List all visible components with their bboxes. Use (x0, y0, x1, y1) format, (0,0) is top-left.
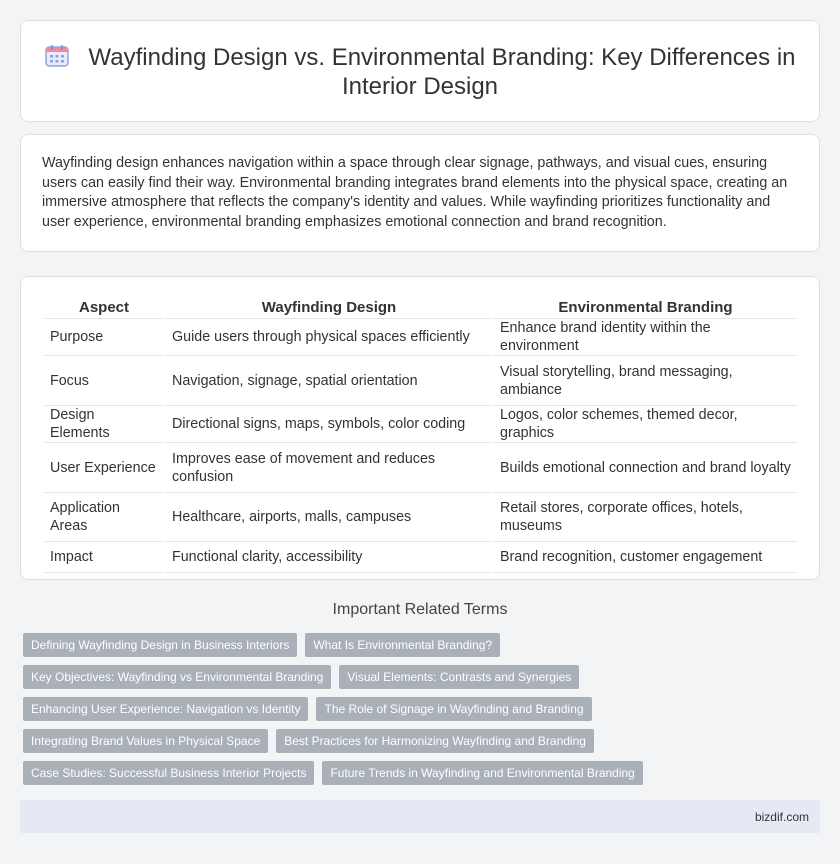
header-aspect: Aspect (44, 295, 164, 319)
row-branding: Logos, color schemes, themed decor, graphics (494, 406, 797, 443)
calendar-icon (44, 44, 70, 68)
related-term-tag[interactable]: What Is Environmental Branding? (305, 633, 500, 657)
row-aspect: Purpose (44, 319, 164, 356)
footer (20, 800, 820, 833)
footer-site-link[interactable]: bizdif.com (754, 810, 809, 824)
header-wayfinding: Wayfinding Design (166, 295, 492, 319)
table-row (44, 493, 797, 542)
page-title (41, 43, 799, 101)
related-term-tag[interactable]: Enhancing User Experience: Navigation vs Identity (23, 697, 308, 721)
table-row (44, 542, 797, 573)
related-term-tag[interactable]: Case Studies: Successful Business Interior Projects (23, 761, 314, 785)
header-branding: Environmental Branding (494, 295, 797, 319)
row-aspect: Impact (44, 542, 164, 573)
title-wrap (41, 43, 799, 101)
title-card (20, 20, 820, 122)
comparison-card (20, 276, 820, 580)
related-term-tag[interactable]: Best Practices for Harmonizing Wayfinding and Branding (276, 729, 594, 753)
row-wayfinding: Directional signs, maps, symbols, color coding (166, 406, 492, 443)
related-terms-heading: Important Related Terms (332, 601, 508, 618)
table-row (44, 406, 797, 443)
row-aspect: Application Areas (44, 493, 164, 542)
row-branding: Builds emotional connection and brand loyalty (494, 443, 797, 493)
related-term-tag[interactable]: Key Objectives: Wayfinding vs Environmental Branding (23, 665, 331, 689)
row-branding: Enhance brand identity within the environment (494, 319, 797, 356)
table-row (44, 443, 797, 493)
table-row (44, 319, 797, 356)
related-terms-list (23, 633, 817, 793)
page-title-text: Wayfinding Design vs. Environmental Branding: Key Differences in Interior Design (88, 44, 796, 100)
comparison-table (42, 295, 799, 573)
row-aspect: Focus (44, 356, 164, 406)
row-branding: Visual storytelling, brand messaging, ambiance (494, 356, 797, 406)
row-wayfinding: Guide users through physical spaces efficiently (166, 319, 492, 356)
related-term-tag[interactable]: Integrating Brand Values in Physical Space (23, 729, 268, 753)
row-branding: Brand recognition, customer engagement (494, 542, 797, 573)
row-aspect: User Experience (44, 443, 164, 493)
related-term-tag[interactable]: Defining Wayfinding Design in Business Interiors (23, 633, 297, 657)
related-term-tag[interactable]: The Role of Signage in Wayfinding and Branding (316, 697, 591, 721)
row-aspect: Design Elements (44, 406, 164, 443)
row-wayfinding: Healthcare, airports, malls, campuses (166, 493, 492, 542)
row-wayfinding: Improves ease of movement and reduces confusion (166, 443, 492, 493)
table-row (44, 356, 797, 406)
related-term-tag[interactable]: Future Trends in Wayfinding and Environmental Branding (322, 761, 642, 785)
row-wayfinding: Functional clarity, accessibility (166, 542, 492, 573)
table-header-row (44, 295, 797, 319)
summary-card (20, 134, 820, 252)
summary-text: Wayfinding design enhances navigation within a space through clear signage, pathways, and visual cues, ensuring users can easily find their way. Environmental branding integrates brand elements into the physical space, creating an immersive atmosphere that reflects the company's identity and values. While wayfinding prioritizes functionality and user experience, environmental branding emphasizes emotional connection and brand recognition. (42, 155, 788, 230)
related-term-tag[interactable]: Visual Elements: Contrasts and Synergies (339, 665, 579, 689)
row-branding: Retail stores, corporate offices, hotels, museums (494, 493, 797, 542)
row-wayfinding: Navigation, signage, spatial orientation (166, 356, 492, 406)
